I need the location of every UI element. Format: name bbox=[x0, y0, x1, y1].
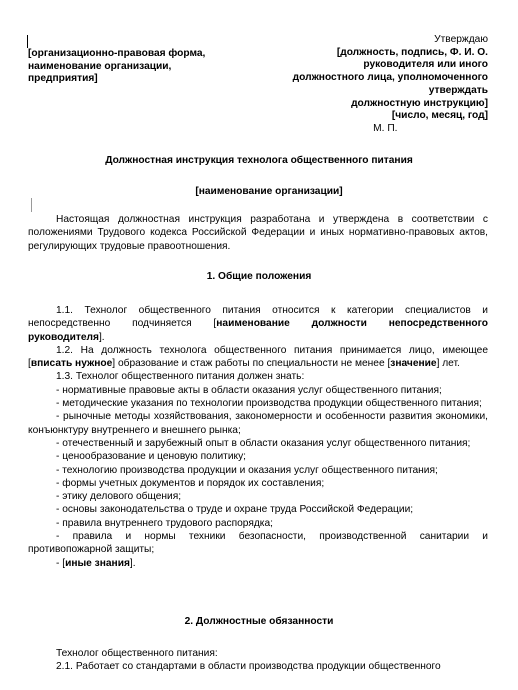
list-item: - правила внутреннего трудового распорядка; bbox=[56, 517, 273, 529]
date-placeholder: [число, месяц, год] bbox=[391, 110, 488, 122]
placeholder-value: значение bbox=[390, 358, 437, 370]
section-2-body bbox=[28, 647, 488, 674]
paragraph-1-3: 1.3. Технолог общественного питания должен знать: bbox=[56, 371, 305, 383]
list-item: - методические указания по технологии производства продукции общественного питания; bbox=[56, 398, 482, 410]
section-1-title: 1. Общие положения bbox=[206, 271, 312, 282]
stamp-label: М. П. bbox=[373, 122, 398, 134]
header-left-block bbox=[28, 48, 205, 86]
list-item: - основы законодательства о труде и охране труда Российской Федерации; bbox=[56, 504, 414, 516]
approver-line: утверждать bbox=[428, 84, 488, 96]
text: ] лет. bbox=[436, 358, 460, 370]
text-cursor bbox=[27, 35, 28, 48]
intro-text: Настоящая должностная инструкция разработана и утверждена в соответствии с положениями Трудового кодекса Российской Федерации и иных нормативно-правовых актов, регулирующих трудовые правоотношения. bbox=[28, 214, 488, 252]
header-left-line: предприятия] bbox=[28, 73, 98, 84]
approve-label: Утверждаю bbox=[434, 34, 488, 45]
header-left-line: наименование организации, bbox=[28, 60, 172, 72]
list-item: - правила и нормы техники безопасности, производственной санитарии и противопожарной защиты; bbox=[28, 531, 488, 556]
approver-line: должностную инструкцию] bbox=[351, 97, 488, 109]
text: 1.2. На должность технолога общественного питания принимается лицо, имеющее [ bbox=[28, 344, 488, 370]
paragraph-1-2 bbox=[28, 344, 488, 371]
paragraph-2-1: 2.1. Работает со стандартами в области производства продукции общественного bbox=[56, 661, 441, 673]
list-item: - рыночные методы хозяйствования, закономерности и особенности развития экономики, конъюнктуру внутреннего и внешнего рынка; bbox=[28, 411, 488, 436]
section-1-body bbox=[28, 304, 488, 570]
header-left-line: [организационно-правовая форма, bbox=[28, 48, 206, 59]
list-item-other-knowledge bbox=[28, 557, 488, 570]
list-item: - отечественный и зарубежный опыт в области оказания услуг общественного питания; bbox=[56, 437, 471, 449]
section-2-intro: Технолог общественного питания: bbox=[56, 648, 218, 659]
approver-line: [должность, подпись, Ф. И. О. bbox=[336, 46, 488, 58]
list-item: - этику делового общения; bbox=[56, 491, 182, 503]
organization-name: [наименование организации] bbox=[195, 186, 343, 197]
placeholder-supervisor: наименование должности непосредственного руководителя bbox=[28, 318, 488, 343]
placeholder-education: вписать нужное bbox=[30, 358, 113, 370]
section-2-title: 2. Должностные обязанности bbox=[184, 616, 334, 627]
header-right-block bbox=[293, 34, 488, 136]
paragraph-1-1 bbox=[28, 304, 488, 344]
text: - [ bbox=[56, 557, 66, 569]
list-item: - ценообразование и ценовую политику; bbox=[56, 451, 247, 463]
list-item: - нормативные правовые акты в области оказания услуг общественного питания; bbox=[56, 384, 442, 396]
intro-paragraph bbox=[28, 213, 488, 253]
list-item: - формы учетных документов и порядок их составления; bbox=[56, 477, 325, 489]
text: ] образование и стаж работы по специальности не менее [ bbox=[112, 358, 391, 370]
placeholder-other-knowledge: иные знания bbox=[65, 557, 130, 569]
approver-line: руководителя или иного bbox=[363, 59, 488, 71]
text-cursor bbox=[31, 198, 32, 212]
approver-line: должностного лица, уполномоченного bbox=[292, 72, 488, 84]
list-item: - технологию производства продукции и оказания услуг общественного питания; bbox=[56, 464, 438, 476]
text: ]. bbox=[129, 557, 136, 569]
document-title: Должностная инструкция технолога общественного питания bbox=[105, 155, 413, 166]
text: ]. bbox=[98, 331, 105, 343]
text: 1.1. Технолог общественного питания относится к категории специалистов и непосредственно подчиняется [ bbox=[28, 305, 488, 330]
